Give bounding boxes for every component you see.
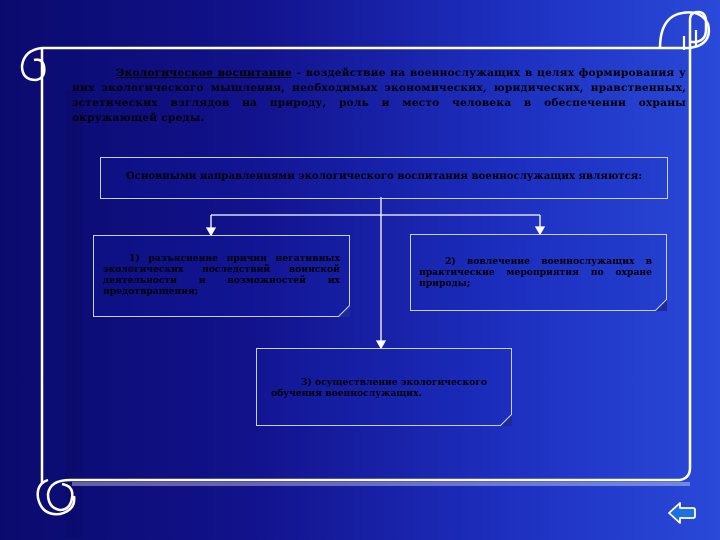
back-button[interactable] xyxy=(667,498,697,528)
direction-box-3 xyxy=(256,348,512,426)
page-fold-icon xyxy=(338,305,350,317)
page-fold-icon xyxy=(500,414,512,426)
page-fold-icon xyxy=(655,299,667,311)
direction-box-1 xyxy=(93,235,350,317)
direction-2-label: 2) вовлечение военнослужащих в практические мероприятия по охране природы; xyxy=(419,256,652,289)
definition-paragraph xyxy=(72,66,686,126)
definition-text: - воздействие на военнослужащих в целях формирования у них экологического мышления, необходимых экономических, юридических, нравственных, эстетических взглядов на природу, роль и место человека в обеспечении охраны окружающей среды. xyxy=(72,67,686,124)
arrowhead-down xyxy=(377,341,385,348)
direction-box-2 xyxy=(410,234,667,311)
direction-1-text xyxy=(103,253,340,297)
main-direction-box xyxy=(100,157,668,199)
arrowhead-left xyxy=(207,228,215,235)
definition-term: Экологическое воспитание xyxy=(116,67,292,79)
arrowhead-right xyxy=(536,227,544,234)
direction-1-label: 1) разъяснение причин негативных экологических последствий воинской деятельности и возможностей их предотвращения; xyxy=(103,253,340,297)
direction-3-label: 3) осуществление экологического обучения военнослужащих. xyxy=(271,377,487,399)
direction-2-text xyxy=(419,256,652,289)
scroll-shadow xyxy=(65,90,83,538)
back-arrow-icon xyxy=(667,498,697,528)
direction-3-text xyxy=(271,377,501,399)
main-direction-text: Основными направлениями экологического воспитания военнослужащих являются: xyxy=(125,170,643,182)
scroll-bottom-edge xyxy=(72,482,690,486)
